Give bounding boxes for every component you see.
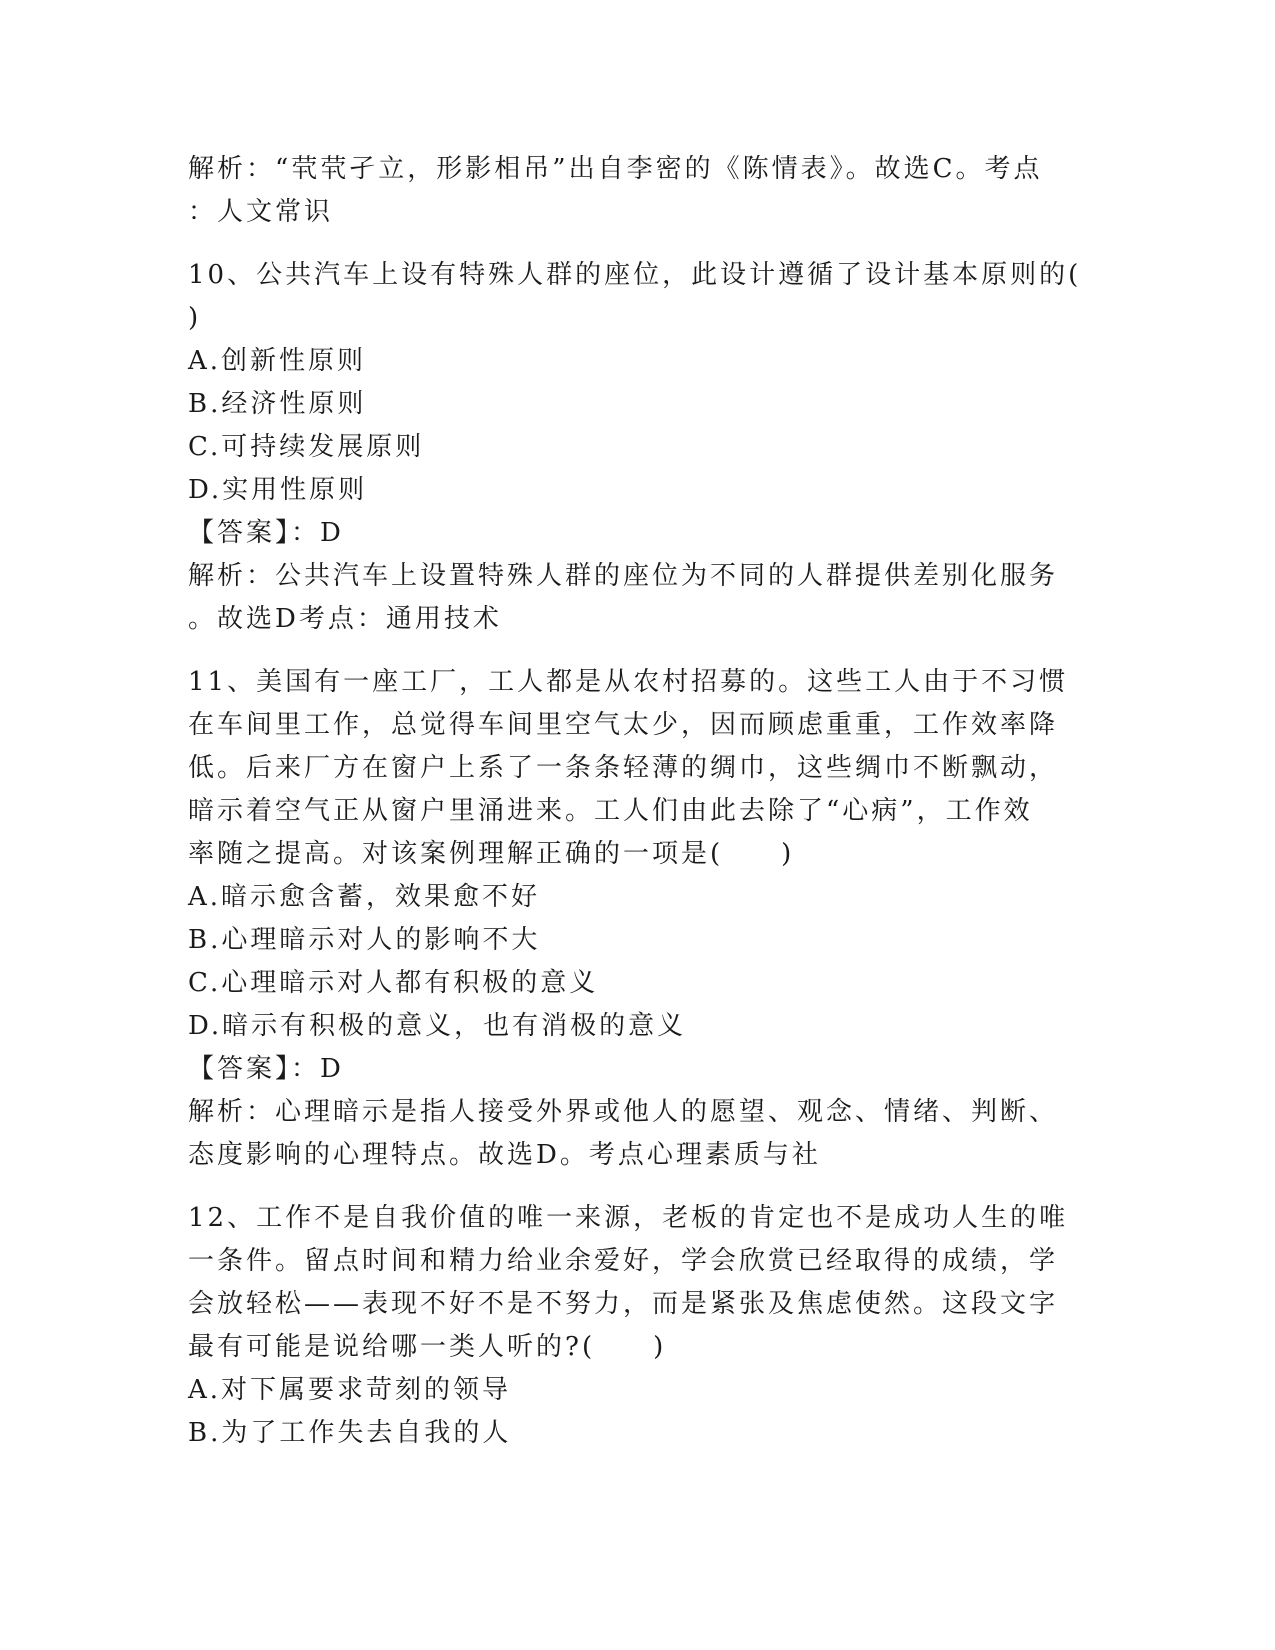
option-c: C.心理暗示对人都有积极的意义 bbox=[188, 968, 599, 998]
question-text: 低。后来厂方在窗户上系了一条条轻薄的绸巾，这些绸巾不断飘动， bbox=[188, 753, 1059, 783]
question-text: 在车间里工作，总觉得车间里空气太少，因而顾虑重重，工作效率降 bbox=[188, 710, 1059, 740]
question-text: 10、公共汽车上设有特殊人群的座位，此设计遵循了设计基本原则的( bbox=[188, 260, 1082, 290]
question-text: 12、工作不是自我价值的唯一来源，老板的肯定也不是成功人生的唯 bbox=[188, 1203, 1069, 1233]
option-a: A.暗示愈含蓄，效果愈不好 bbox=[188, 882, 541, 912]
question-11-block bbox=[188, 661, 1088, 1177]
option-b: B.心理暗示对人的影响不大 bbox=[188, 925, 541, 955]
option-d: D.暗示有积极的意义，也有消极的意义 bbox=[188, 1011, 687, 1041]
option-a: A.创新性原则 bbox=[188, 346, 367, 376]
question-12-block bbox=[188, 1197, 1088, 1455]
question-text: 最有可能是说给哪一类人听的?( ) bbox=[188, 1332, 667, 1362]
option-b: B.经济性原则 bbox=[188, 389, 367, 419]
analysis-line: 。故选D考点：通用技术 bbox=[188, 604, 502, 634]
answer-line: 【答案】：D bbox=[188, 1054, 344, 1084]
option-d: D.实用性原则 bbox=[188, 475, 368, 505]
option-c: C.可持续发展原则 bbox=[188, 432, 425, 462]
question-text: 一条件。留点时间和精力给业余爱好，学会欣赏已经取得的成绩，学 bbox=[188, 1246, 1059, 1276]
question-text: ) bbox=[188, 303, 202, 333]
question-text: 率随之提高。对该案例理解正确的一项是( ) bbox=[188, 839, 795, 869]
analysis-line: 解析：公共汽车上设置特殊人群的座位为不同的人群提供差别化服务 bbox=[188, 561, 1059, 591]
answer-line: 【答案】：D bbox=[188, 518, 344, 548]
option-a: A.对下属要求苛刻的领导 bbox=[188, 1375, 512, 1405]
analysis-line: 解析：“茕茕孑立，形影相吊”出自李密的《陈情表》。故选C。考点 bbox=[188, 154, 1043, 184]
question-text: 暗示着空气正从窗户里涌进来。工人们由此去除了“心病”，工作效 bbox=[188, 796, 1033, 826]
question-text: 11、美国有一座工厂，工人都是从农村招募的。这些工人由于不习惯 bbox=[188, 667, 1069, 697]
q9-analysis-block bbox=[188, 148, 1088, 234]
analysis-line: ：人文常识 bbox=[188, 197, 334, 227]
question-text: 会放轻松——表现不好不是不努力，而是紧张及焦虑使然。这段文字 bbox=[188, 1289, 1059, 1319]
analysis-line: 解析：心理暗示是指人接受外界或他人的愿望、观念、情绪、判断、 bbox=[188, 1097, 1059, 1127]
document-page bbox=[188, 148, 1088, 1475]
question-10-block bbox=[188, 254, 1088, 641]
option-b: B.为了工作失去自我的人 bbox=[188, 1418, 512, 1448]
analysis-line: 态度影响的心理特点。故选D。考点心理素质与社 bbox=[188, 1140, 821, 1170]
